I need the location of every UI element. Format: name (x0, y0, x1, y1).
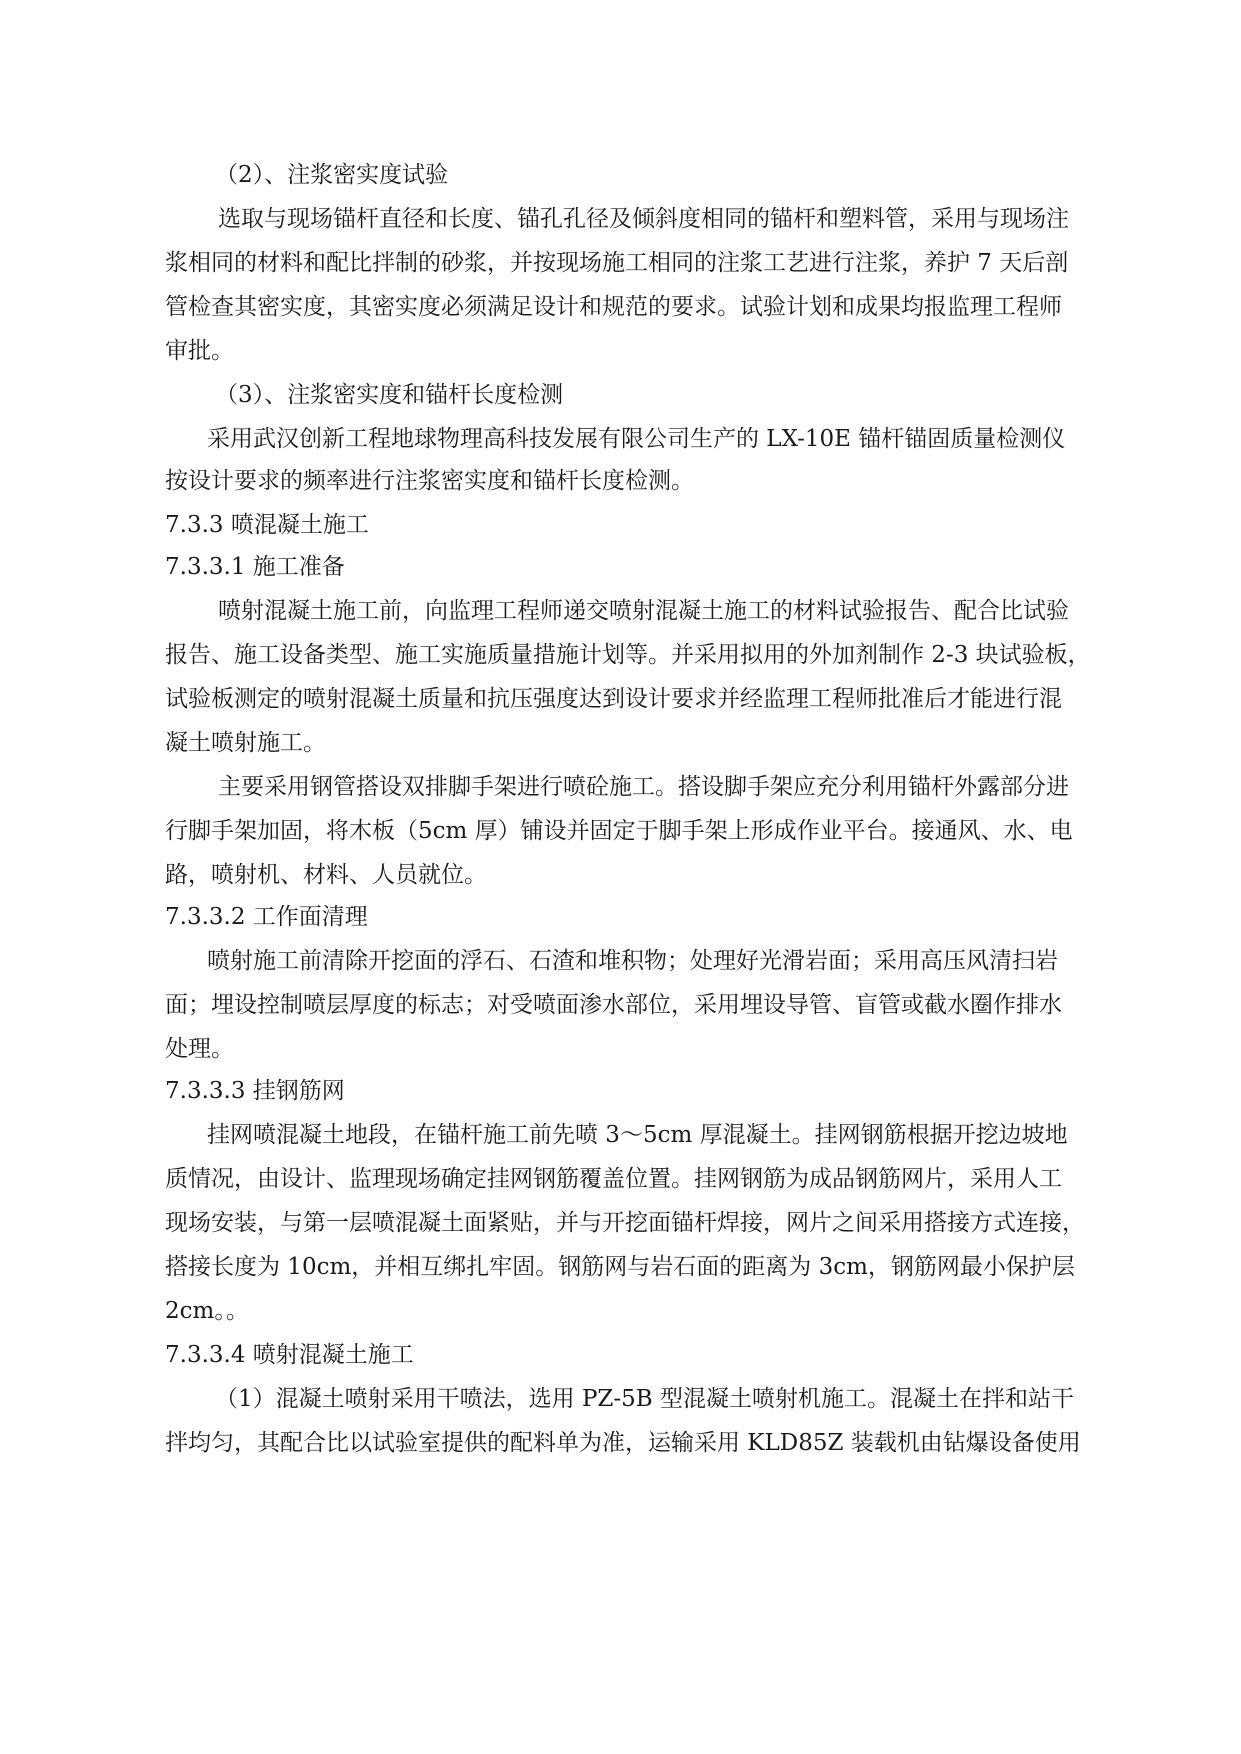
section-heading-7-3-3-3: 7.3.3.3 挂钢筋网 (165, 1078, 345, 1104)
paragraph-line: 路，喷射机、材料、人员就位。 (165, 862, 487, 888)
paragraph-line: 审批。 (165, 338, 234, 364)
paragraph-line: 按设计要求的频率进行注浆密实度和锚杆长度检测。 (165, 468, 694, 494)
paragraph-line: 管检查其密实度，其密实度必须满足设计和规范的要求。试验计划和成果均报监理工程师 (165, 294, 1062, 320)
paragraph-line: 凝土喷射施工。 (165, 730, 326, 756)
section-heading-7-3-3: 7.3.3 喷混凝土施工 (165, 512, 369, 538)
paragraph-line: 报告、施工设备类型、施工实施质量措施计划等。并采用拟用的外加剂制作 2-3 块试验板， (165, 642, 1091, 668)
section-heading-7-3-3-1: 7.3.3.1 施工准备 (165, 554, 345, 580)
subheading-grouting-density-test: （2）、注浆密实度试验 (215, 162, 449, 188)
section-heading-7-3-3-2: 7.3.3.2 工作面清理 (165, 904, 368, 930)
paragraph-line: 搭接长度为 10cm，并相互绑扎牢固。钢筋网与岩石面的距离为 3cm，钢筋网最小保护层 (165, 1254, 1075, 1280)
paragraph-line: 质情况，由设计、监理现场确定挂网钢筋覆盖位置。挂网钢筋为成品钢筋网片，采用人工 (165, 1166, 1062, 1192)
paragraph-line: 处理。 (165, 1036, 234, 1062)
paragraph-line: 拌均匀，其配合比以试验室提供的配料单为准，运输采用 KLD85Z 装载机由钻爆设备使用 (165, 1430, 1081, 1456)
paragraph-line: 主要采用钢管搭设双排脚手架进行喷砼施工。搭设脚手架应充分利用锚杆外露部分进 (218, 774, 1069, 800)
paragraph-line: 喷射混凝土施工前，向监理工程师递交喷射混凝土施工的材料试验报告、配合比试验 (218, 598, 1069, 624)
paragraph-line: 浆相同的材料和配比拌制的砂浆，并按现场施工相同的注浆工艺进行注浆，养护 7 天后剖 (165, 250, 1069, 276)
paragraph-line: 现场安装，与第一层喷混凝土面紧贴，并与开挖面锚杆焊接，网片之间采用搭接方式连接， (165, 1210, 1085, 1236)
paragraph-line: 喷射施工前清除开挖面的浮石、石渣和堆积物；处理好光滑岩面；采用高压风清扫岩 (207, 948, 1058, 974)
subheading-density-and-length-check: （3）、注浆密实度和锚杆长度检测 (215, 382, 564, 408)
paragraph-line: （1）混凝土喷射采用干喷法，选用 PZ-5B 型混凝土喷射机施工。混凝土在拌和站干 (215, 1386, 1075, 1412)
paragraph-line: 面；埋设控制喷层厚度的标志；对受喷面渗水部位，采用埋设导管、盲管或截水圈作排水 (165, 992, 1062, 1018)
paragraph-line: 试验板测定的喷射混凝土质量和抗压强度达到设计要求并经监理工程师批准后才能进行混 (165, 686, 1062, 712)
paragraph-line: 选取与现场锚杆直径和长度、锚孔孔径及倾斜度相同的锚杆和塑料管，采用与现场注 (218, 206, 1069, 232)
section-heading-7-3-3-4: 7.3.3.4 喷射混凝土施工 (165, 1342, 414, 1368)
paragraph-line: 行脚手架加固，将木板（5cm 厚）铺设并固定于脚手架上形成作业平台。接通风、水、电 (165, 818, 1073, 844)
paragraph-line: 2cm。。 (165, 1298, 249, 1324)
paragraph-line: 采用武汉创新工程地球物理高科技发展有限公司生产的 LX-10E 锚杆锚固质量检测仪 (207, 426, 1066, 452)
paragraph-line: 挂网喷混凝土地段，在锚杆施工前先喷 3～5cm 厚混凝土。挂网钢筋根据开挖边坡地 (207, 1122, 1068, 1148)
